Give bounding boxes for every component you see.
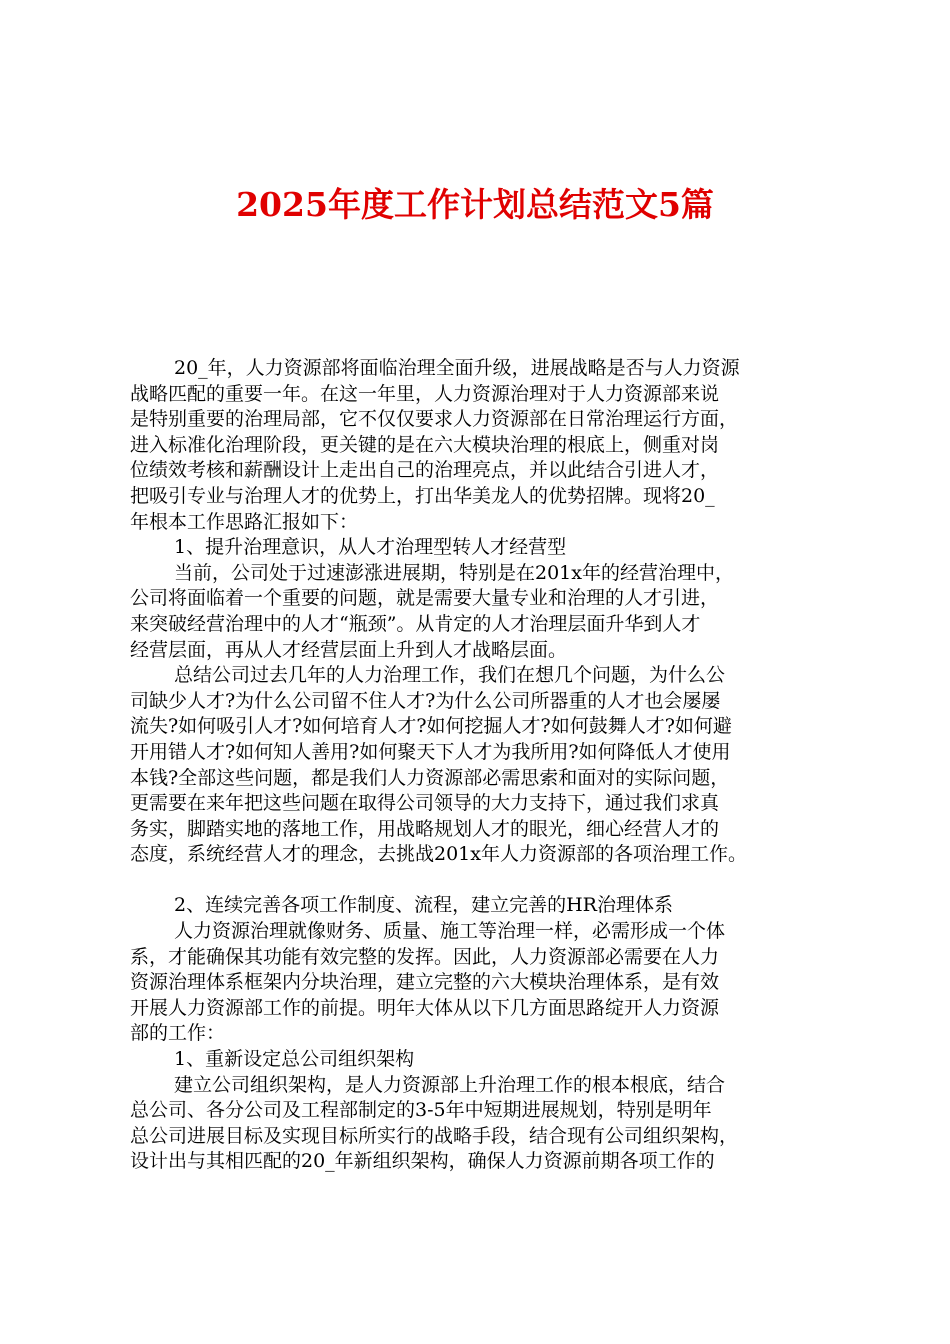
- text-line: 开用错人才?如何知人善用?如何聚天下人才为我所用?如何降低人才使用: [130, 740, 731, 763]
- text-line: 总公司进展目标及实现目标所实行的战略手段，结合现有公司组织架构，: [130, 1124, 739, 1147]
- text-line: 公司将面临着一个重要的问题，就是需要大量专业和治理的人才引进，: [130, 587, 720, 610]
- text-line: 年根本工作思路汇报如下：: [130, 510, 359, 533]
- text-line: 人力资源治理就像财务、质量、施工等治理一样，必需形成一个体: [174, 920, 726, 943]
- section-heading: 1、重新设定总公司组织架构: [174, 1048, 415, 1071]
- text-line: 总公司、各分公司及工程部制定的3-5年中短期进展规划，特别是明年: [130, 1099, 712, 1122]
- text-line: 来突破经营治理中的人才“瓶颈”。从肯定的人才治理层面升华到人才: [130, 612, 701, 635]
- document-body: [130, 356, 820, 1175]
- text-line: 位绩效考核和薪酬设计上走出自己的治理亮点，并以此结合引进人才，: [130, 459, 720, 482]
- text-line: 本钱?全部这些问题，都是我们人力资源部必需思索和面对的实际问题，: [130, 766, 730, 789]
- section-heading: 2、连续完善各项工作制度、流程，建立完善的HR治理体系: [174, 894, 673, 917]
- text-line: 更需要在来年把这些问题在取得公司领导的大力支持下，通过我们求真: [130, 792, 720, 815]
- text-line: 战略匹配的重要一年。在这一年里，人力资源治理对于人力资源部来说: [130, 382, 720, 405]
- text-line: 流失?如何吸引人才?如何培育人才?如何挖掘人才?如何鼓舞人才?如何避: [130, 715, 732, 738]
- text-line: 20_年，人力资源部将面临治理全面升级，进展战略是否与人力资源: [174, 357, 740, 379]
- section-heading: 1、提升治理意识，从人才治理型转人才经营型: [174, 536, 567, 559]
- text-line: 总结公司过去几年的人力治理工作，我们在想几个问题，为什么公: [174, 664, 726, 687]
- text-line: 进入标准化治理阶段，更关键的是在六大模块治理的根底上，侧重对岗: [130, 433, 720, 456]
- text-line: 是特别重要的治理局部，它不仅仅要求人力资源部在日常治理运行方面，: [130, 408, 739, 431]
- text-line: 开展人力资源部工作的前提。明年大体从以下几方面思路绽开人力资源: [130, 996, 720, 1019]
- text-line: 当前，公司处于过速澎涨进展期，特别是在201x年的经营治理中，: [174, 561, 734, 584]
- text-line: 资源治理体系框架内分块治理，建立完整的六大模块治理体系，是有效: [130, 971, 720, 994]
- text-line: 经营层面，再从人才经营层面上升到人才战略层面。: [130, 638, 568, 661]
- text-line: 设计出与其相匹配的20_年新组织架构，确保人力资源前期各项工作的: [130, 1150, 715, 1173]
- text-line: 务实，脚踏实地的落地工作，用战略规划人才的眼光，细心经营人才的: [130, 817, 720, 840]
- document-title: 2025年度工作计划总结范文5篇: [236, 185, 714, 224]
- text-line: 把吸引专业与治理人才的优势上，打出华美龙人的优势招牌。现将20_: [130, 484, 715, 507]
- text-line: 建立公司组织架构，是人力资源部上升治理工作的根本根底，结合: [174, 1073, 726, 1096]
- text-line: 部的工作：: [130, 1022, 226, 1045]
- text-line: 态度，系统经营人才的理念，去挑战201x年人力资源部的各项治理工作。: [130, 843, 747, 866]
- text-line: 系，才能确保其功能有效完整的发挥。因此，人力资源部必需要在人力: [130, 945, 720, 968]
- paragraph-gap: [130, 868, 820, 894]
- text-line: 司缺少人才?为什么公司留不住人才?为什么公司所器重的人才也会屡屡: [130, 689, 721, 712]
